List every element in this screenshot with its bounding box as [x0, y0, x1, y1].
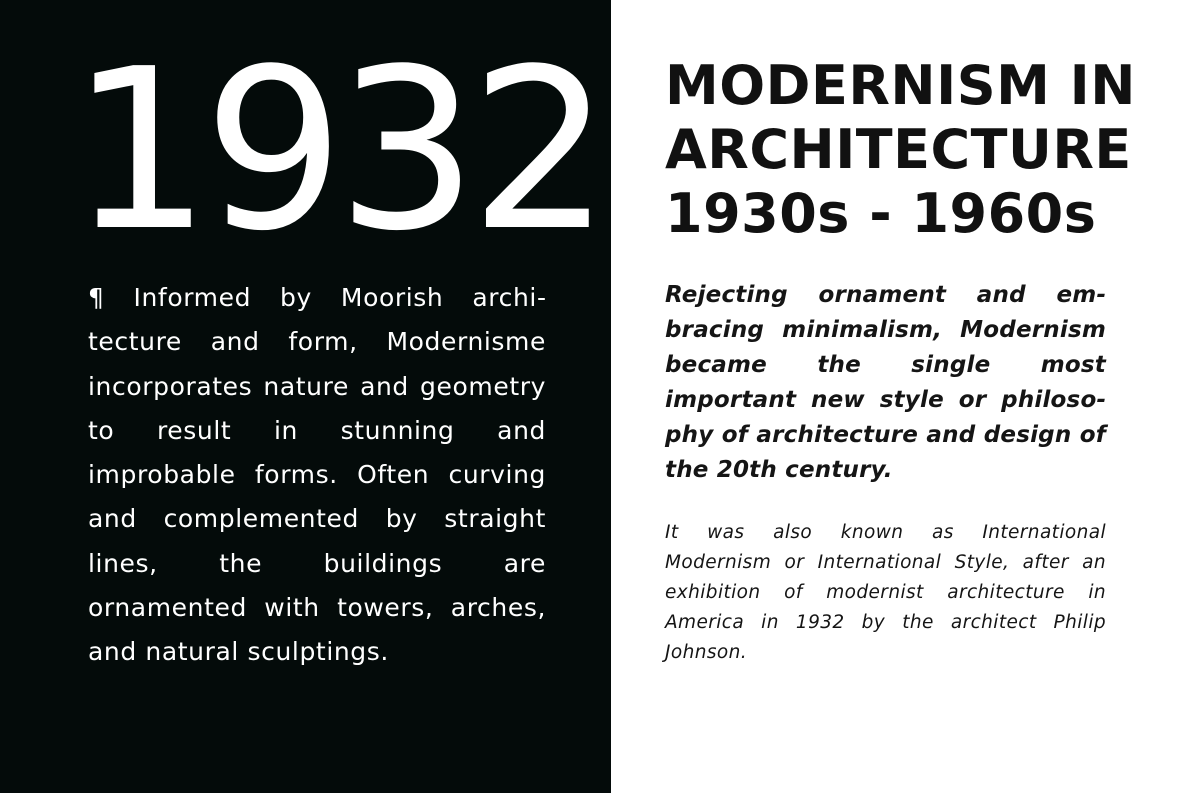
page-title — [665, 54, 1136, 246]
note-paragraph: It was also known as International Modernism or International Style, after an exhibition of modernist architecture in America in 1932 by the architect Philip Johnson. — [665, 522, 1106, 663]
left-body-text: ¶ Informed by Moorish architecture and form, Modernisme incorporates nature and geometry to result in stunning and improbable forms. Often curving and complemented by straight lines, the buildings are ornamented with towers, arches, and natural sculptings. — [88, 283, 546, 667]
year-heading: 1932 — [70, 22, 603, 280]
lead-paragraph: Rejecting ornament and embracing minimalism, Modernism became the single most important new style or philosophy of architecture and design of the 20th century. — [665, 282, 1106, 483]
title-line-1: MODERNISM IN — [665, 54, 1136, 117]
right-light-panel — [611, 0, 1184, 793]
title-line-3: 1930s - 1960s — [665, 182, 1097, 245]
title-line-2: ARCHITECTURE — [665, 118, 1132, 181]
